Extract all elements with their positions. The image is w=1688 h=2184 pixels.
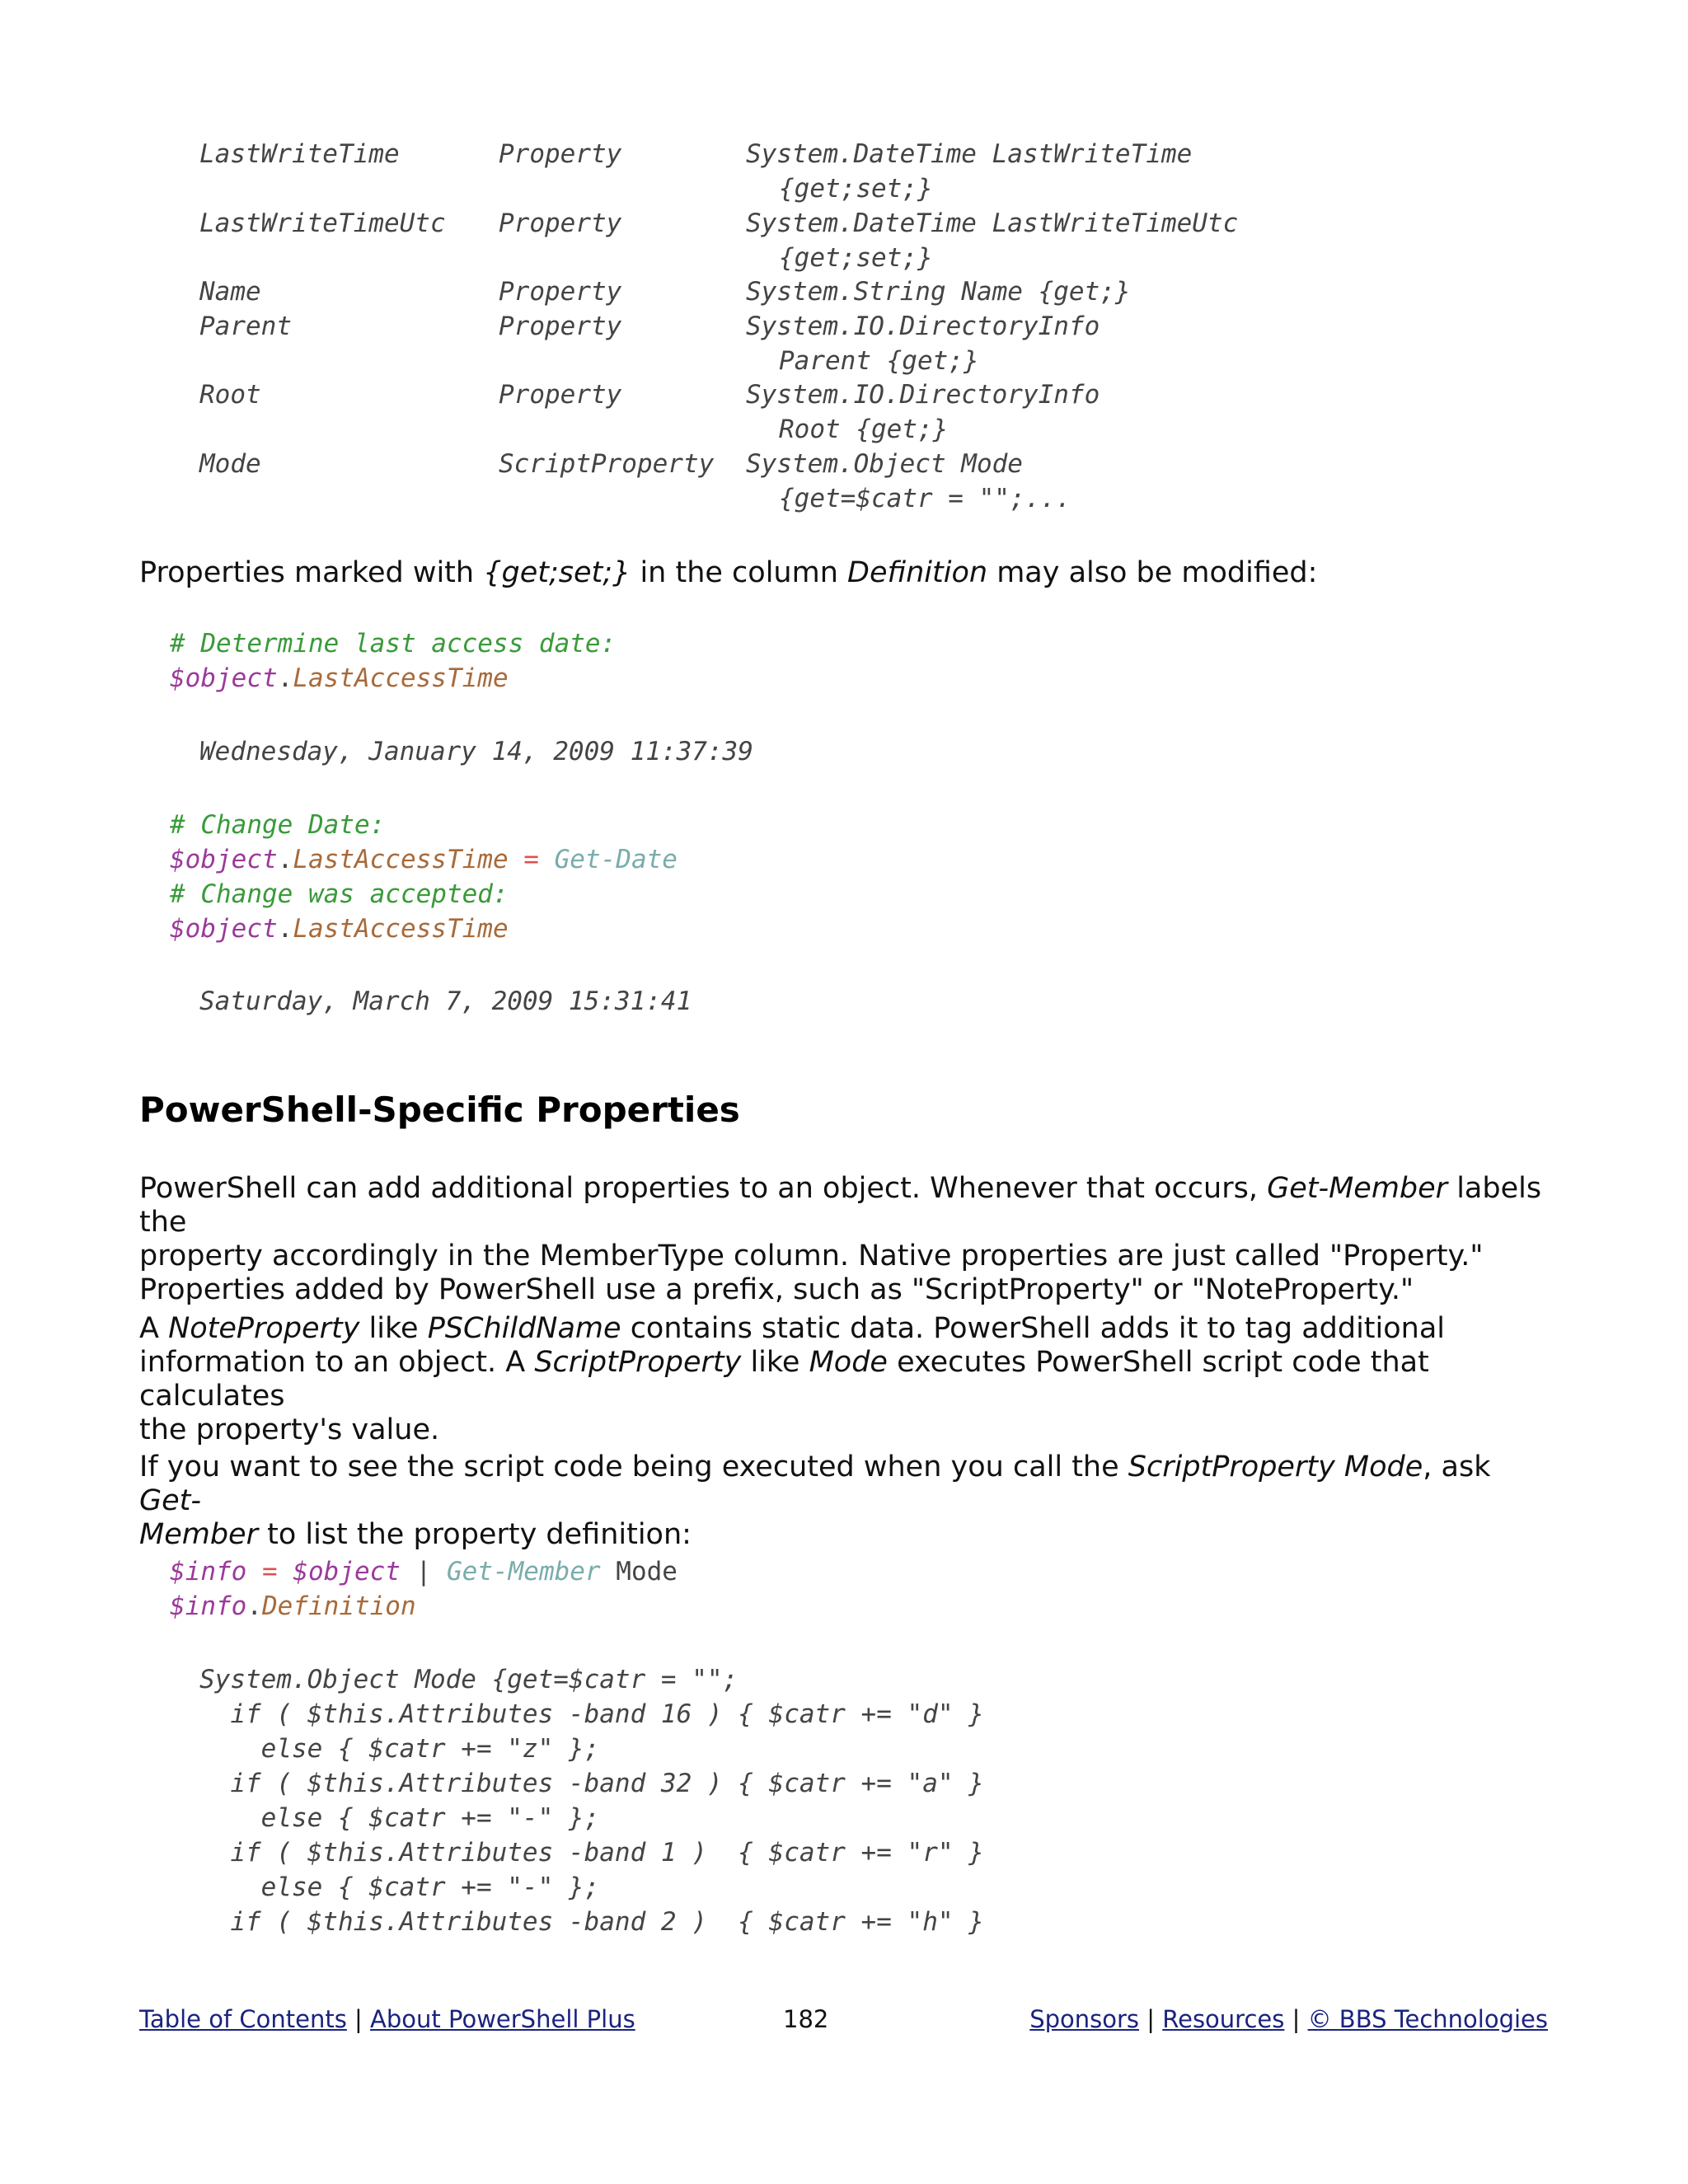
code-line: $object.LastAccessTime = Get-Date — [170, 845, 678, 874]
code-output: System.Object Mode {get=$catr = ""; — [199, 1665, 738, 1694]
code-output: if ( $this.Attributes -band 16 ) { $catr += "d" } — [199, 1699, 984, 1729]
code-line: $info.Definition — [170, 1591, 416, 1621]
table-row-type: Property — [499, 277, 622, 307]
footer-left: Table of Contents | About PowerShell Plus — [139, 2005, 635, 2033]
table-row-type: Property — [499, 380, 622, 410]
code-comment: # Change Date: — [170, 810, 386, 840]
table-row-definition-cont: Root {get;} — [779, 415, 949, 444]
table-row-name: Root — [199, 380, 261, 410]
sponsors-link[interactable]: Sponsors — [1029, 2005, 1140, 2033]
page-number: 182 — [783, 2005, 829, 2033]
table-row-definition-cont: {get;set;} — [779, 243, 933, 273]
table-row-name: Mode — [199, 449, 261, 479]
table-row-type: Property — [499, 209, 622, 238]
table-row-type: Property — [499, 139, 622, 169]
code-line: $info = $object | Get-Member Mode — [170, 1557, 678, 1586]
table-row-definition: System.DateTime LastWriteTimeUtc — [746, 209, 1239, 238]
footer-right: Sponsors | Resources | © BBS Technologies — [1029, 2005, 1548, 2033]
resources-link[interactable]: Resources — [1162, 2005, 1285, 2033]
table-row-type: ScriptProperty — [499, 449, 715, 479]
body-paragraph: PowerShell can add additional properties to an object. Whenever that occurs, Get-Member labels the property accordingly in the MemberType column. Native properties are just called "Property." Properties added by PowerShell use a prefix, such as "ScriptProperty" or "NoteProperty." — [139, 1172, 1542, 1306]
bbs-technologies-link[interactable]: © BBS Technologies — [1307, 2005, 1548, 2033]
code-comment: # Change was accepted: — [170, 879, 509, 909]
about-powershell-plus-link[interactable]: About PowerShell Plus — [370, 2005, 635, 2033]
table-row-definition-cont: {get=$catr = "";... — [779, 484, 1071, 513]
body-paragraph: A NoteProperty like PSChildName contains static data. PowerShell adds it to tag additional information to an object. A ScriptProperty like Mode executes PowerShell script code that calculates the property's value. — [139, 1312, 1446, 1446]
table-row-definition: System.IO.DirectoryInfo — [746, 380, 1100, 410]
table-row-type: Property — [499, 312, 622, 341]
code-line: $object.LastAccessTime — [170, 914, 509, 944]
code-line: $object.LastAccessTime — [170, 663, 509, 693]
table-row-name: LastWriteTimeUtc — [199, 209, 446, 238]
table-row-definition: System.DateTime LastWriteTime — [746, 139, 1193, 169]
code-comment: # Determine last access date: — [170, 629, 617, 658]
code-output: if ( $this.Attributes -band 1 ) { $catr += "r" } — [199, 1838, 984, 1868]
table-row-definition-cont: Parent {get;} — [779, 346, 979, 376]
code-output: Wednesday, January 14, 2009 11:37:39 — [199, 737, 753, 766]
table-row-name: LastWriteTime — [199, 139, 400, 169]
table-row-definition: System.String Name {get;} — [746, 277, 1131, 307]
section-heading: PowerShell-Specific Properties — [139, 1090, 740, 1130]
code-output: else { $catr += "-" }; — [199, 1803, 600, 1833]
table-row-name: Name — [199, 277, 261, 307]
table-of-contents-link[interactable]: Table of Contents — [139, 2005, 347, 2033]
code-output: if ( $this.Attributes -band 32 ) { $catr += "a" } — [199, 1769, 984, 1798]
body-paragraph: If you want to see the script code being executed when you call the ScriptProperty Mode, ask Get- Member to list the property definition: — [139, 1451, 1491, 1551]
code-output: else { $catr += "z" }; — [199, 1734, 600, 1764]
code-output: Saturday, March 7, 2009 15:31:41 — [199, 987, 692, 1016]
code-output: else { $catr += "-" }; — [199, 1872, 600, 1902]
table-row-definition: System.Object Mode — [746, 449, 1023, 479]
table-row-name: Parent — [199, 312, 292, 341]
table-row-definition: System.IO.DirectoryInfo — [746, 312, 1100, 341]
code-output: if ( $this.Attributes -band 2 ) { $catr += "h" } — [199, 1907, 984, 1937]
table-row-definition-cont: {get;set;} — [779, 174, 933, 204]
body-paragraph: Properties marked with {get;set;} in the column Definition may also be modified: — [139, 556, 1318, 589]
